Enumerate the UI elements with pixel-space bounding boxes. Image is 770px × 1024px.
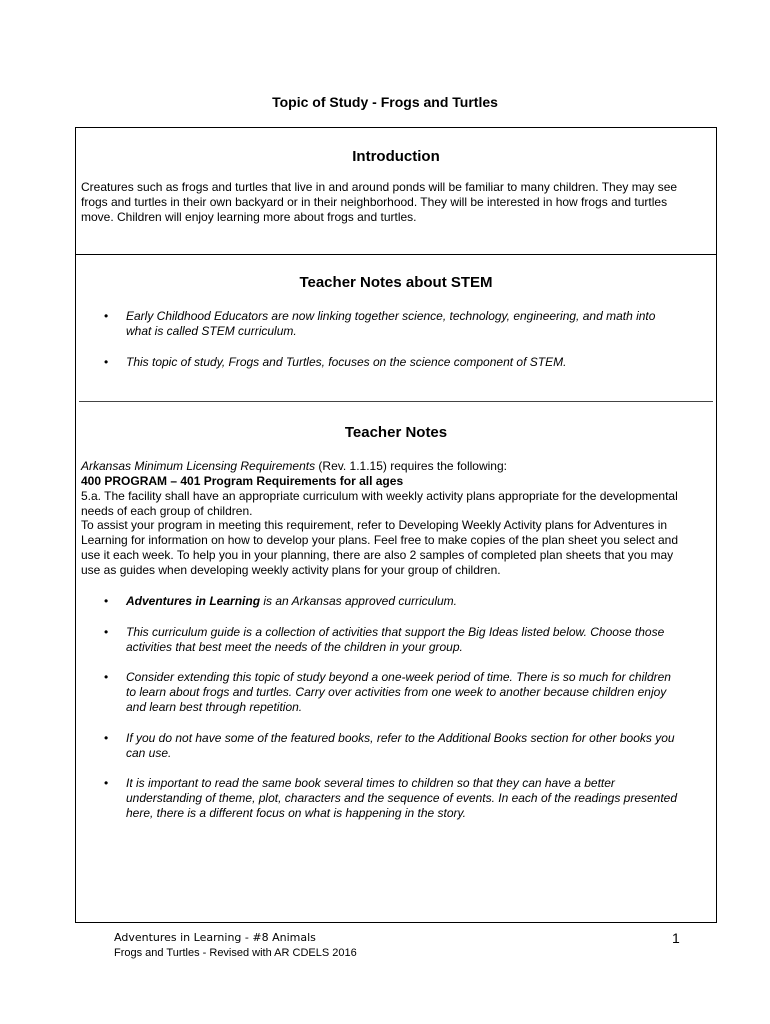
body-line: 5.a. The facility shall have an appropriate curriculum with weekly activity plans appropriate for the developmental (81, 489, 678, 503)
teacher-notes-heading: Teacher Notes (344, 424, 448, 441)
notes-bullet-line: can use. (126, 746, 172, 760)
stem-bullet-line: This topic of study, Frogs and Turtles, focuses on the science component of STEM. (126, 355, 567, 369)
curriculum-approval: is an Arkansas approved curriculum. (260, 594, 458, 608)
bullet-dot: • (104, 594, 109, 608)
curriculum-name: Adventures in Learning (126, 594, 261, 608)
bullet-dot: • (104, 625, 109, 639)
notes-bullet-line (126, 594, 711, 609)
bullet-dot: • (104, 309, 109, 323)
footer-revision: Frogs and Turtles - Revised with AR CDELS 2016 (114, 947, 357, 959)
body-line: Learning for information on how to develop your plans. Feel free to make copies of the plan sheet you select and (81, 533, 679, 547)
introduction-line: Creatures such as frogs and turtles that live in and around ponds will be familiar to many children. They may see (81, 180, 678, 194)
notes-bullet-line: It is important to read the same book several times to children so that they can have a better (126, 776, 615, 790)
page-title: Topic of Study - Frogs and Turtles (272, 94, 498, 110)
body-line: use as guides when developing weekly activity plans for your group of children. (81, 563, 501, 577)
section-divider (75, 254, 717, 255)
horizontal-rule (79, 401, 713, 402)
body-line: use it each week. To help you in your planning, there are also 2 samples of completed plan sheets that you may (81, 548, 674, 562)
bullet-dot: • (104, 731, 109, 745)
introduction-line: move. Children will enjoy learning more about frogs and turtles. (81, 210, 417, 224)
bullet-dot: • (104, 670, 109, 684)
notes-bullet-line: and learn best through repetition. (126, 700, 303, 714)
body-line: To assist your program in meeting this requirement, refer to Developing Weekly Activity plans for Adventures in (81, 518, 668, 532)
stem-bullet-line: Early Childhood Educators are now linking together science, technology, engineering, and math into (126, 309, 656, 323)
notes-bullet-line: understanding of theme, plot, characters and the sequence of events. In each of the readings presented (126, 791, 678, 805)
program-requirements: 400 PROGRAM – 401 Program Requirements for all ages (81, 474, 404, 488)
body-line: needs of each group of children. (81, 504, 253, 518)
introduction-heading: Introduction (352, 148, 440, 165)
bullet-dot: • (104, 776, 109, 790)
notes-bullet-line: here, there is a different focus on what is happening in the story. (126, 806, 466, 820)
notes-bullet-line: activities that best meet the needs of the children in your group. (126, 640, 463, 654)
page-number: 1 (672, 930, 680, 946)
notes-bullet-line: This curriculum guide is a collection of activities that support the Big Ideas listed below. Choose those (126, 625, 665, 639)
bullet-dot: • (104, 355, 109, 369)
requirements-rest: (Rev. 1.1.15) requires the following: (315, 459, 507, 473)
requirements-line (81, 459, 713, 474)
introduction-line: frogs and turtles in their own backyard or in their neighborhood. They will be interested in how frogs and turtles (81, 195, 668, 209)
footer-series: Adventures in Learning - #8 Animals (114, 931, 316, 944)
stem-bullet-line: what is called STEM curriculum. (126, 324, 297, 338)
notes-bullet-line: to learn about frogs and turtles. Carry over activities from one week to another because children enjoy (126, 685, 667, 699)
requirements-title: Arkansas Minimum Licensing Requirements (81, 459, 316, 473)
notes-bullet-line: If you do not have some of the featured books, refer to the Additional Books section for other books you (126, 731, 675, 745)
stem-heading: Teacher Notes about STEM (299, 274, 493, 291)
notes-bullet-line: Consider extending this topic of study beyond a one-week period of time. There is so much for children (126, 670, 671, 684)
